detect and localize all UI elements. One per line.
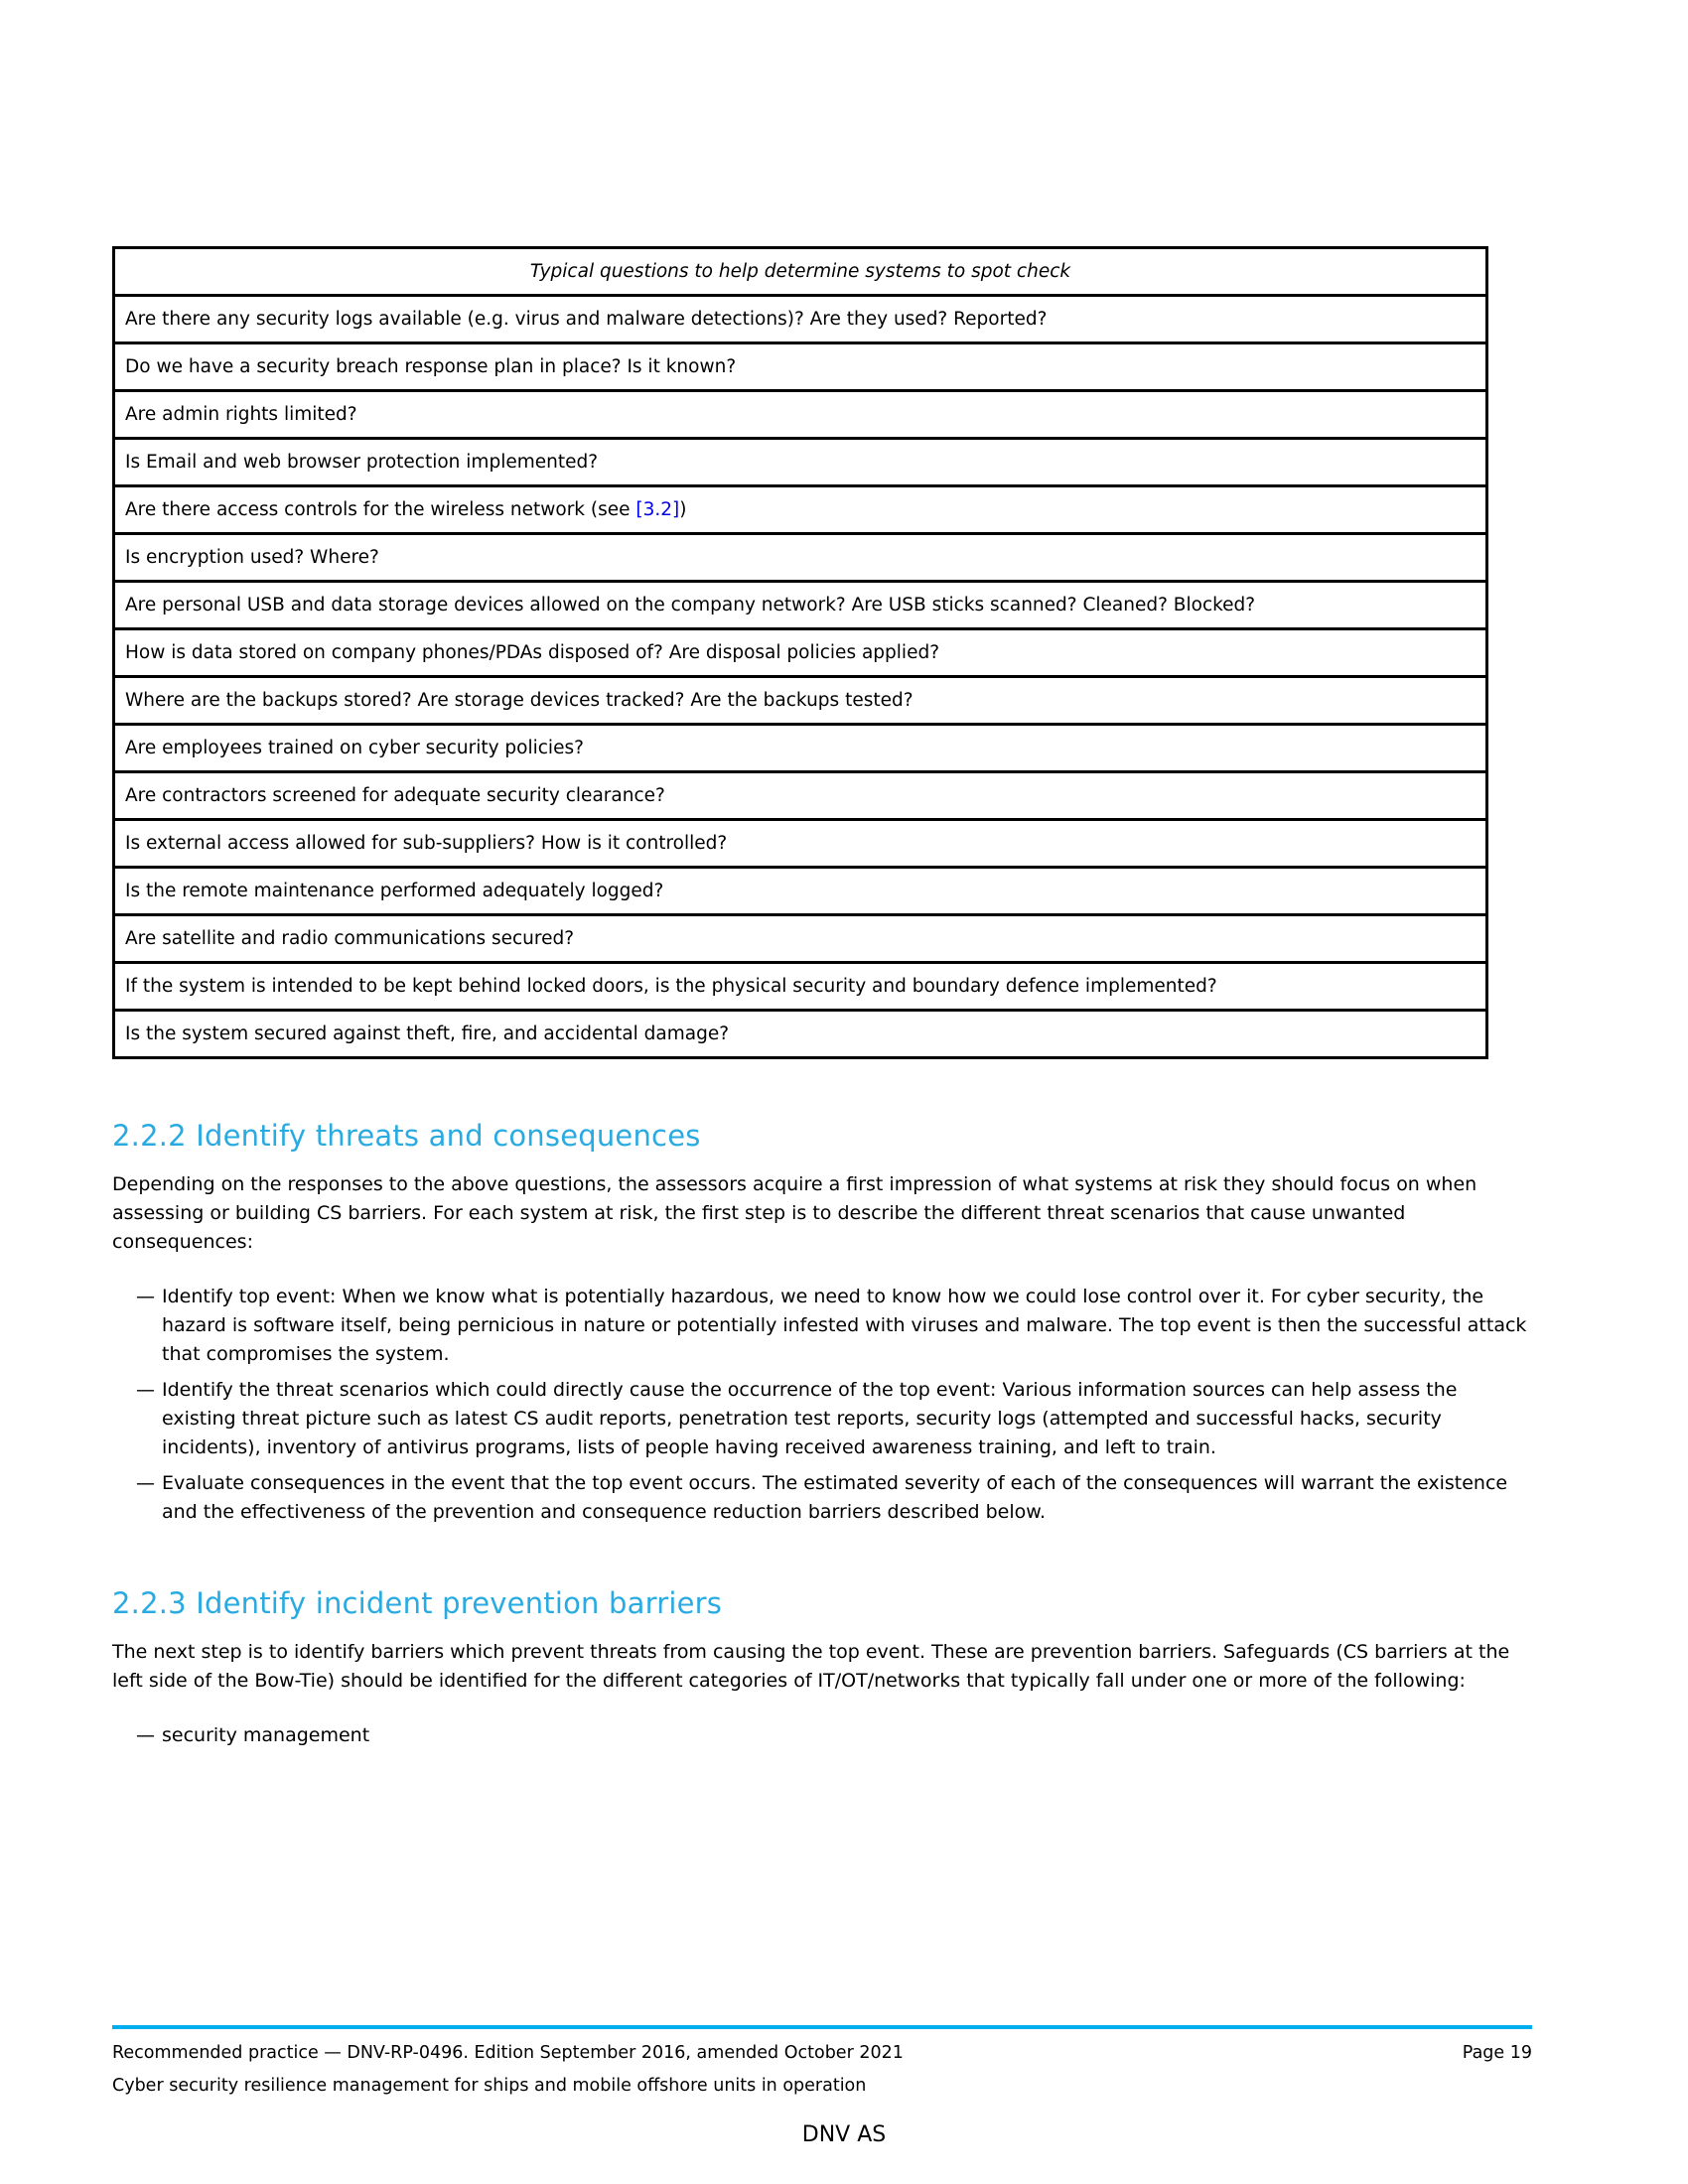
question-cell: Are contractors screened for adequate security clearance?	[114, 772, 1487, 820]
section-2-2-2-bullet-list	[112, 1283, 1532, 1527]
questions-table-body	[114, 296, 1487, 1058]
question-cell: Where are the backups stored? Are storage devices tracked? Are the backups tested?	[114, 677, 1487, 725]
footer-page-number: Page 19	[1462, 2043, 1532, 2063]
list-dash-marker: —	[136, 1472, 155, 1494]
table-header-row	[114, 248, 1487, 296]
table-row	[114, 439, 1487, 486]
list-dash-marker: —	[136, 1286, 155, 1307]
question-cell: Are satellite and radio communications secured?	[114, 915, 1487, 963]
list-item-text: Identify top event: When we know what is potentially hazardous, we need to know how we could lose control over it. For cyber security, the hazard is software itself, being pernicious in nature or potentially infested with viruses and malware. The top event is then the successful attack that compromises the system.	[162, 1286, 1527, 1365]
question-cell: If the system is intended to be kept behind locked doors, is the physical security and boundary defence implemented?	[114, 963, 1487, 1011]
publisher-label: DNV AS	[801, 2122, 887, 2147]
list-item	[112, 1376, 1532, 1462]
list-item-text: security management	[162, 1724, 370, 1746]
table-row	[114, 534, 1487, 582]
footer-document-title: Recommended practice — DNV-RP-0496. Edition September 2016, amended October 2021	[112, 2043, 904, 2063]
table-row	[114, 868, 1487, 915]
list-item	[112, 1283, 1532, 1369]
list-item-text: Identify the threat scenarios which could directly cause the occurrence of the top event: Various information sources can help assess the existing threat picture such as latest CS audit reports, penetration test reports, security logs (attempted and successful hacks, security incidents), inventory of antivirus programs, lists of people having received awareness training, and left to train.	[162, 1379, 1458, 1458]
list-item	[112, 1469, 1532, 1527]
list-item-text: Evaluate consequences in the event that the top event occurs. The estimated severity of each of the consequences will warrant the existence and the effectiveness of the prevention and consequence reduction barriers described below.	[162, 1472, 1508, 1523]
section-heading-2-2-3: 2.2.3 Identify incident prevention barriers	[112, 1586, 723, 1620]
footer-rule	[112, 2025, 1532, 2029]
list-dash-marker: —	[136, 1724, 155, 1746]
table-row	[114, 582, 1487, 629]
section-2-2-3-intro-paragraph: The next step is to identify barriers which prevent threats from causing the top event. These are prevention barriers. Safeguards (CS barriers at the left side of the Bow-Tie) should be identified for the different categories of IT/OT/networks that typically fall under one or more of the following:	[112, 1641, 1510, 1692]
question-cell: Is the remote maintenance performed adequately logged?	[114, 868, 1487, 915]
table-row	[114, 486, 1487, 534]
section-identify-threats-and-consequences	[112, 1119, 1532, 1527]
table-row	[114, 820, 1487, 868]
question-cell: Are there any security logs available (e.g. virus and malware detections)? Are they used? Reported?	[114, 296, 1487, 343]
section-identify-incident-prevention-barriers	[112, 1586, 1532, 1750]
question-cell: Is encryption used? Where?	[114, 534, 1487, 582]
section-2-2-3-bullet-list	[112, 1721, 1532, 1750]
list-item	[112, 1721, 1532, 1750]
section-2-2-2-intro-paragraph: Depending on the responses to the above questions, the assessors acquire a first impression of what systems at risk they should focus on when assessing or building CS barriers. For each system at risk, the first step is to describe the different threat scenarios that cause unwanted consequences:	[112, 1173, 1477, 1253]
table-row	[114, 1011, 1487, 1058]
table-row	[114, 343, 1487, 391]
table-row	[114, 772, 1487, 820]
cross-reference-link[interactable]: [3.2]	[635, 499, 680, 520]
question-cell: Do we have a security breach response plan in place? Is it known?	[114, 343, 1487, 391]
question-cell: Is Email and web browser protection implemented?	[114, 439, 1487, 486]
table-row	[114, 296, 1487, 343]
page-footer	[112, 2025, 1532, 2097]
table-caption: Typical questions to help determine systems to spot check	[114, 248, 1487, 296]
question-cell: Are personal USB and data storage devices allowed on the company network? Are USB sticks scanned? Cleaned? Blocked?	[114, 582, 1487, 629]
section-heading-2-2-2: 2.2.2 Identify threats and consequences	[112, 1119, 701, 1153]
table-row	[114, 677, 1487, 725]
page-content	[112, 0, 1532, 1757]
table-row	[114, 915, 1487, 963]
question-cell: Are there access controls for the wireless network (see [3.2])	[114, 486, 1487, 534]
table-row	[114, 963, 1487, 1011]
question-cell: Are employees trained on cyber security policies?	[114, 725, 1487, 772]
question-cell: Is the system secured against theft, fire, and accidental damage?	[114, 1011, 1487, 1058]
table-row	[114, 629, 1487, 677]
list-dash-marker: —	[136, 1379, 155, 1401]
footer-document-subtitle: Cyber security resilience management for ships and mobile offshore units in operation	[112, 2076, 867, 2096]
question-cell: Are admin rights limited?	[114, 391, 1487, 439]
question-cell: How is data stored on company phones/PDAs disposed of? Are disposal policies applied?	[114, 629, 1487, 677]
table-row	[114, 725, 1487, 772]
table-row	[114, 391, 1487, 439]
question-cell: Is external access allowed for sub-suppliers? How is it controlled?	[114, 820, 1487, 868]
spot-check-questions-table	[112, 246, 1488, 1059]
